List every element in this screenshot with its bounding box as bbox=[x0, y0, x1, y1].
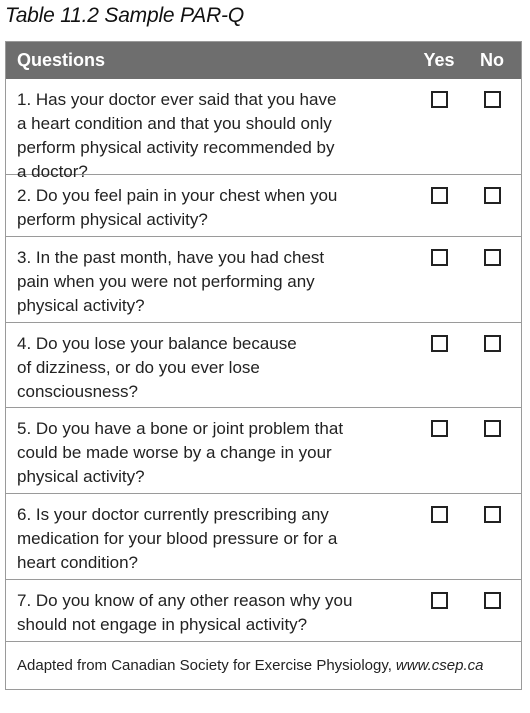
no-checkbox[interactable] bbox=[484, 335, 501, 352]
table-body bbox=[6, 79, 521, 641]
header-yes: Yes bbox=[423, 50, 455, 70]
yes-checkbox[interactable] bbox=[431, 420, 448, 437]
no-checkbox[interactable] bbox=[484, 187, 501, 204]
table-row bbox=[6, 493, 521, 579]
table-row bbox=[6, 236, 521, 322]
question-text: 2. Do you feel pain in your chest when you perform physical activity? bbox=[17, 186, 338, 229]
table-caption: Table 11.2 Sample PAR-Q bbox=[5, 4, 244, 27]
yes-checkbox[interactable] bbox=[431, 249, 448, 266]
table-row bbox=[6, 79, 521, 181]
question-text: 4. Do you lose your balance because of dizziness, or do you ever lose consciousness? bbox=[17, 334, 297, 401]
yes-checkbox[interactable] bbox=[431, 335, 448, 352]
table-header bbox=[6, 42, 521, 79]
table-row bbox=[6, 407, 521, 493]
yes-checkbox[interactable] bbox=[431, 506, 448, 523]
no-checkbox[interactable] bbox=[484, 91, 501, 108]
no-checkbox[interactable] bbox=[484, 592, 501, 609]
yes-checkbox[interactable] bbox=[431, 187, 448, 204]
yes-checkbox[interactable] bbox=[431, 91, 448, 108]
table-footer bbox=[6, 641, 521, 689]
footer-source-text: Adapted from Canadian Society for Exercise Physiology, bbox=[17, 657, 392, 674]
question-text: 6. Is your doctor currently prescribing any medication for your blood pressure or for a heart condition? bbox=[17, 505, 338, 572]
yes-checkbox[interactable] bbox=[431, 592, 448, 609]
question-text: 3. In the past month, have you had chest pain when you were not performing any physical activity? bbox=[17, 248, 325, 315]
header-questions: Questions bbox=[17, 50, 106, 70]
parq-table bbox=[5, 41, 522, 690]
no-checkbox[interactable] bbox=[484, 249, 501, 266]
no-checkbox[interactable] bbox=[484, 420, 501, 437]
table-row bbox=[6, 174, 521, 236]
header-no: No bbox=[480, 50, 504, 70]
table-row bbox=[6, 322, 521, 407]
question-text: 5. Do you have a bone or joint problem that could be made worse by a change in your physical activity? bbox=[17, 419, 344, 486]
question-text: 1. Has your doctor ever said that you have a heart condition and that you should only perform physical activity recommended by a doctor? bbox=[17, 90, 337, 181]
question-text: 7. Do you know of any other reason why you should not engage in physical activity? bbox=[17, 591, 353, 634]
footer-source-site: www.csep.ca bbox=[395, 657, 484, 674]
table-row bbox=[6, 579, 521, 641]
no-checkbox[interactable] bbox=[484, 506, 501, 523]
